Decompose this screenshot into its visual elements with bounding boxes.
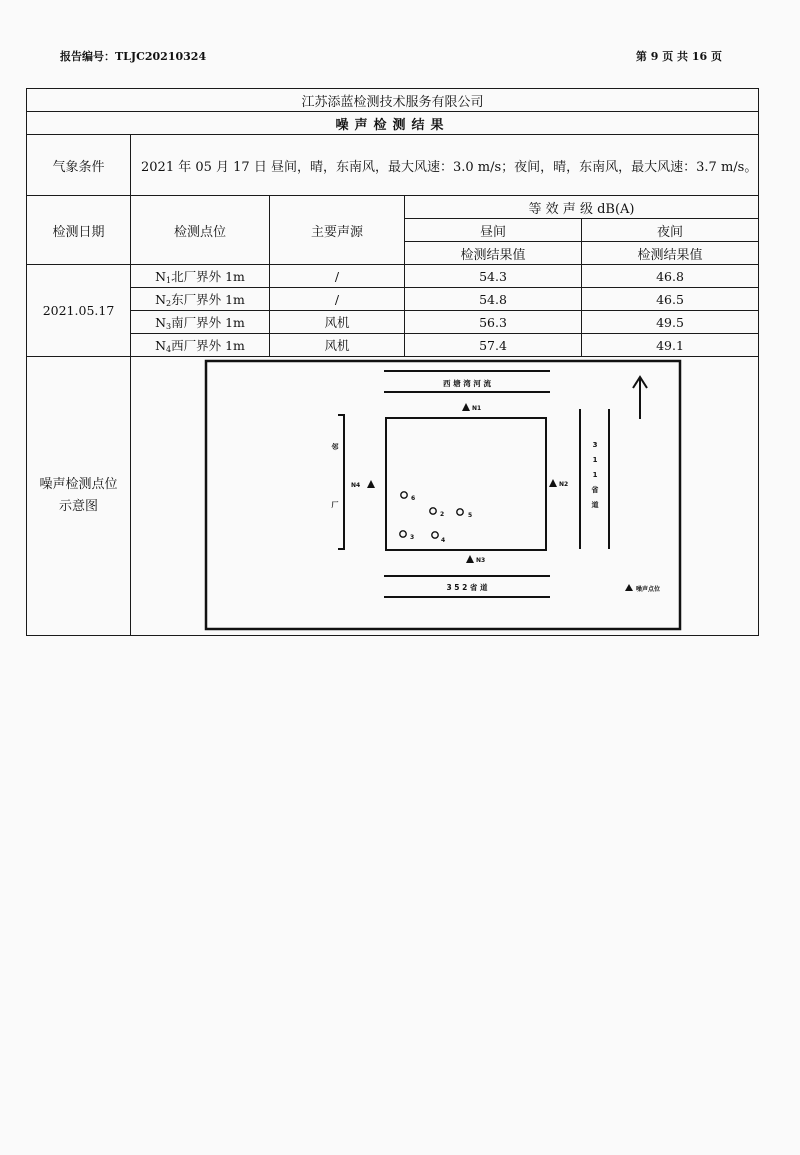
col-point: 检测点位 [131,196,270,265]
night-value-cell: 46.5 [582,288,759,311]
table-row [27,334,759,357]
n1-label: N1 [472,405,482,412]
table-row [27,288,759,311]
point-cell: $N_2$东厂界外 1m [131,288,270,311]
night-value-cell: 46.8 [582,265,759,288]
n2-label: N2 [559,481,569,488]
source-cell: 风机 [270,311,405,334]
col-night-value: 检测结果值 [582,242,759,265]
col-date: 检测日期 [27,196,131,265]
north-road-label: 西 塘 湾 河 流 [443,379,491,388]
west-label-char-0: 邻 [331,443,339,451]
equipment-2-label: 2 [440,511,445,518]
source-cell: 风机 [270,334,405,357]
weather-text: 2021 年 05 月 17 日 昼间，晴，东南风，最大风速：3.0 m/s；夜间，晴，东南风，最大风速：3.7 m/s。 [131,135,759,196]
report-title: 噪声检测结果 [27,112,759,135]
equipment-5-label: 5 [468,512,473,519]
n3-label: N3 [476,557,486,564]
n4-label: N4 [351,482,361,489]
west-label-char-1: 厂 [331,501,339,509]
point-cell: $N_4$西厂界外 1m [131,334,270,357]
equipment-3-label: 3 [410,534,415,541]
diagram-label: 噪声检测点位 示意图 [27,357,131,636]
east-road-char-3: 省 [591,486,599,494]
legend-label: 噪声点位 [636,586,661,593]
noise-report-table [26,88,759,636]
day-value-cell: 57.4 [405,334,582,357]
page-number: 第 9 页 共 16 页 [635,50,722,63]
source-cell: / [270,265,405,288]
report-number: 报告编号：TLJC20210324 [60,50,207,63]
equipment-6-label: 6 [411,495,416,502]
col-level: 等 效 声 级 dB(A) [405,196,759,219]
col-night: 夜间 [582,219,759,242]
equipment-4-label: 4 [441,537,446,544]
col-source: 主要声源 [270,196,405,265]
diagram-cell [131,357,759,636]
day-value-cell: 54.8 [405,288,582,311]
source-cell: / [270,288,405,311]
point-cell: $N_1$北厂界外 1m [131,265,270,288]
night-value-cell: 49.1 [582,334,759,357]
table-row [27,265,759,288]
site-diagram [204,359,682,631]
col-day: 昼间 [405,219,582,242]
east-road-char-4: 道 [591,501,599,509]
day-value-cell: 56.3 [405,311,582,334]
page-header [60,48,722,66]
east-road-char-1: 1 [592,456,598,464]
east-road-char-0: 3 [592,441,598,449]
east-road-char-2: 1 [592,471,598,479]
weather-label: 气象条件 [27,135,131,196]
measure-date: 2021.05.17 [27,265,131,357]
col-day-value: 检测结果值 [405,242,582,265]
point-cell: $N_3$南厂界外 1m [131,311,270,334]
night-value-cell: 49.5 [582,311,759,334]
company-name: 江苏添蓝检测技术服务有限公司 [27,89,759,112]
day-value-cell: 54.3 [405,265,582,288]
table-row [27,311,759,334]
south-road-label: 3 5 2 省 道 [446,583,488,592]
